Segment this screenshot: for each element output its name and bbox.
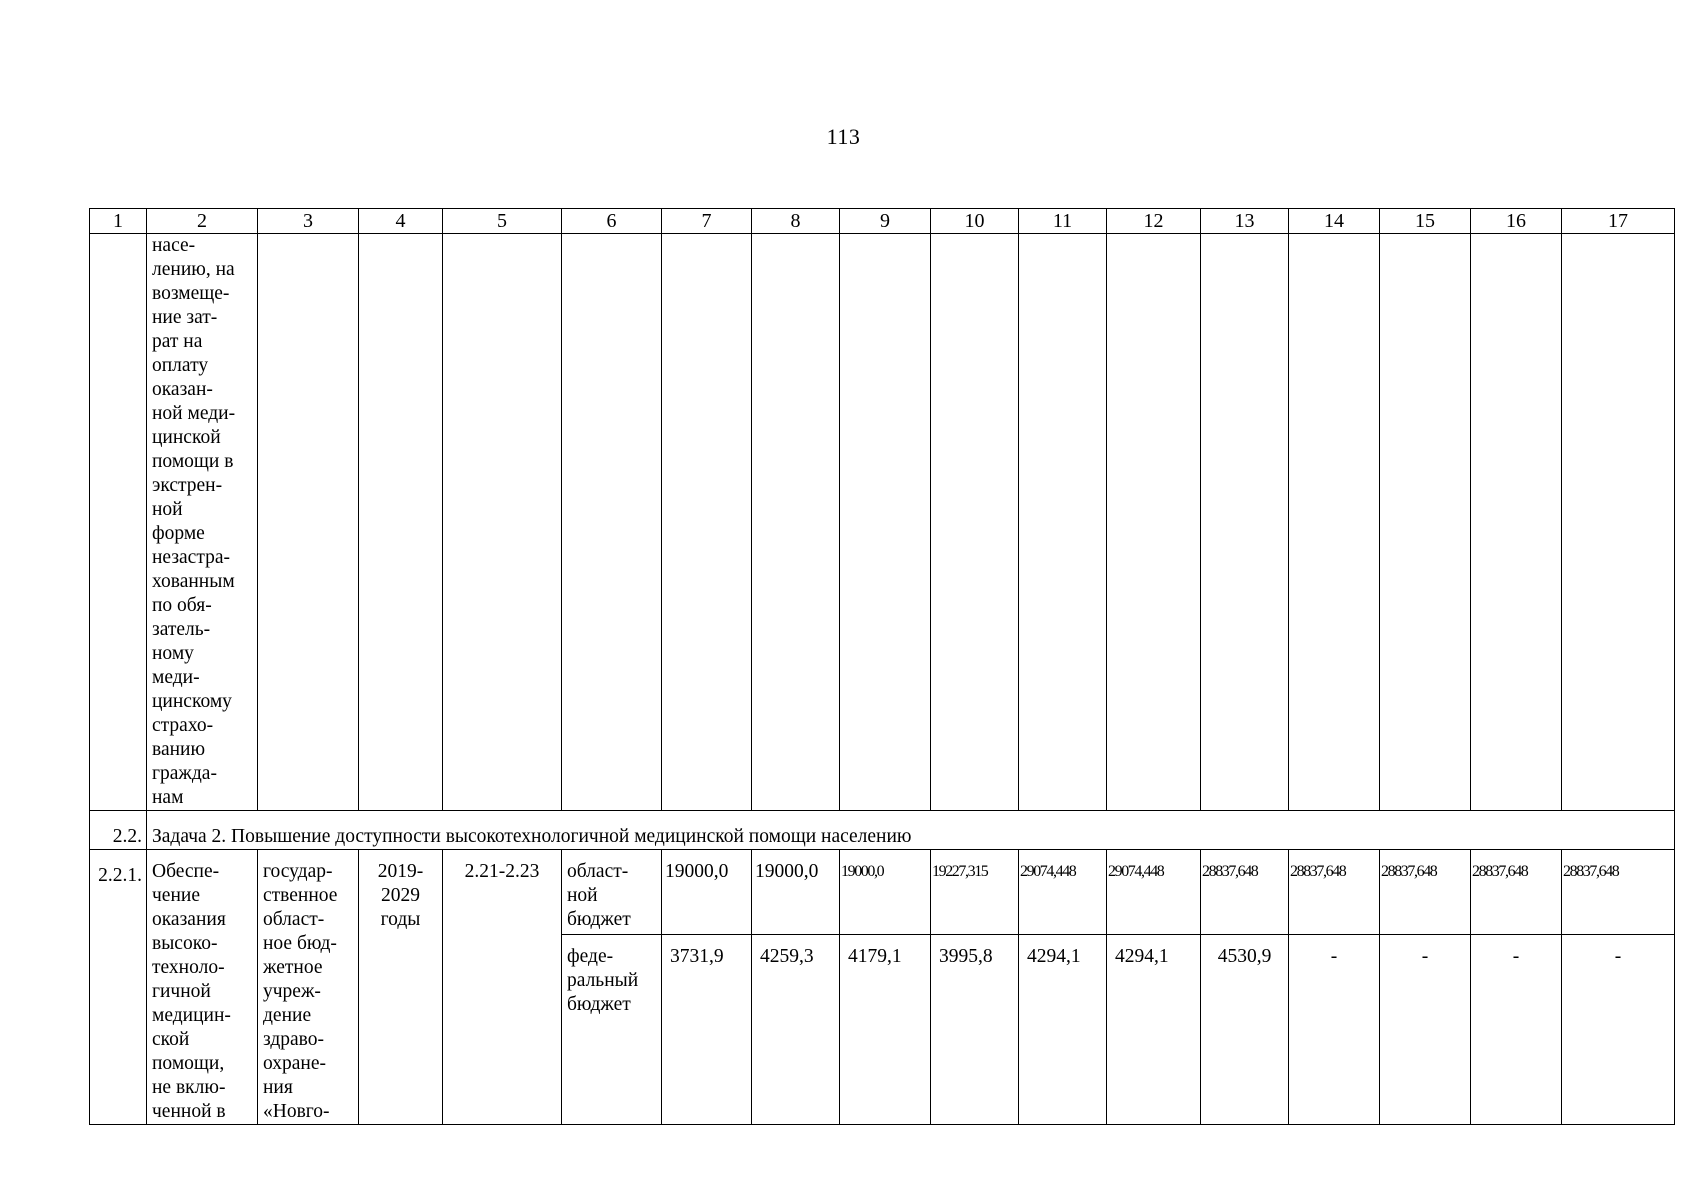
value-cell: 4294,1 xyxy=(1107,935,1201,1125)
value-cell: 28837,648 xyxy=(1471,850,1562,935)
text-line: годы xyxy=(380,909,421,930)
page-number: 113 xyxy=(826,124,861,149)
value-cell: 3731,9 xyxy=(662,935,752,1125)
value-cell: 4179,1 xyxy=(840,935,931,1125)
header-cell-7: 7 xyxy=(662,209,752,234)
table-cell xyxy=(662,234,752,811)
text-line: возмеще- xyxy=(152,283,230,304)
value-cell: 19227,315 xyxy=(931,850,1019,935)
text-line: экстрен- xyxy=(152,475,223,496)
text-line: помощи, xyxy=(152,1053,225,1074)
executor-cell xyxy=(258,850,359,1125)
value-cell: 19000,0 xyxy=(840,850,931,935)
table-cell xyxy=(1201,234,1289,811)
text-line: нам xyxy=(152,787,184,808)
table-cell xyxy=(90,234,147,811)
table-cell xyxy=(1380,234,1471,811)
text-line: насе- xyxy=(152,235,196,256)
table-cell xyxy=(562,234,662,811)
value-cell: 4530,9 xyxy=(1201,935,1289,1125)
text-line: бюджет xyxy=(567,994,631,1015)
text-line: ральный xyxy=(567,970,639,991)
text-line: лению, на xyxy=(152,259,235,280)
value-cell: 29074,448 xyxy=(1019,850,1107,935)
header-cell-15: 15 xyxy=(1380,209,1471,234)
text-line: ние зат- xyxy=(152,307,218,328)
text-line: ной xyxy=(567,885,598,906)
value-cell: 29074,448 xyxy=(1107,850,1201,935)
header-cell-4: 4 xyxy=(359,209,443,234)
text-line: гичной xyxy=(152,981,211,1002)
header-cell-14: 14 xyxy=(1289,209,1380,234)
text-line: высоко- xyxy=(152,933,218,954)
text-line: ния xyxy=(263,1077,293,1098)
value-cell: - xyxy=(1289,935,1380,1125)
header-cell-5: 5 xyxy=(443,209,562,234)
text-line: 2029 xyxy=(381,885,420,906)
task-title: Задача 2. Повышение доступности высокотехнологичной медицинской помощи населению xyxy=(147,811,1675,850)
value-cell: - xyxy=(1380,935,1471,1125)
text-line: ванию xyxy=(152,739,206,760)
value-cell: - xyxy=(1562,935,1675,1125)
table-cell xyxy=(1107,234,1201,811)
text-line: феде- xyxy=(567,946,614,967)
text-line: цинской xyxy=(152,427,221,448)
value-cell: 28837,648 xyxy=(1380,850,1471,935)
funding-source-cell xyxy=(562,850,662,935)
text-line: здраво- xyxy=(263,1029,324,1050)
text-line: Обеспе- xyxy=(152,861,220,882)
text-line: цинскому xyxy=(152,691,232,712)
value-cell: 28837,648 xyxy=(1289,850,1380,935)
text-line: охране- xyxy=(263,1053,327,1074)
value-cell: 4259,3 xyxy=(752,935,840,1125)
header-cell-11: 11 xyxy=(1019,209,1107,234)
header-cell-9: 9 xyxy=(840,209,931,234)
value-cell: 19000,0 xyxy=(752,850,840,935)
table-cell xyxy=(258,234,359,811)
text-line: дение xyxy=(263,1005,312,1026)
header-row xyxy=(90,209,1675,234)
text-line: техноло- xyxy=(152,957,225,978)
table-cell xyxy=(1019,234,1107,811)
text-line: затель- xyxy=(152,619,211,640)
task-index: 2.2. xyxy=(90,811,147,850)
text-line: помощи в xyxy=(152,451,234,472)
text-line: ченной в xyxy=(152,1101,226,1122)
table-cell xyxy=(1562,234,1675,811)
text-line: учреж- xyxy=(263,981,321,1002)
table-cell xyxy=(752,234,840,811)
text-line: меди- xyxy=(152,667,200,688)
text-line: ному xyxy=(152,643,194,664)
header-cell-8: 8 xyxy=(752,209,840,234)
table-row xyxy=(90,850,1675,935)
text-line: не вклю- xyxy=(152,1077,226,1098)
header-cell-3: 3 xyxy=(258,209,359,234)
value-cell: 19000,0 xyxy=(662,850,752,935)
funding-source-cell xyxy=(562,935,662,1125)
table-cell xyxy=(1471,234,1562,811)
text-line: форме xyxy=(152,523,205,544)
text-line: по обя- xyxy=(152,595,212,616)
text-line: оказан- xyxy=(152,379,213,400)
text-line: оказания xyxy=(152,909,226,930)
text-line: ственное xyxy=(263,885,338,906)
table-cell xyxy=(840,234,931,811)
text-line: «Новго- xyxy=(263,1101,330,1122)
header-cell-16: 16 xyxy=(1471,209,1562,234)
text-line: ской xyxy=(152,1029,190,1050)
table-cell xyxy=(443,234,562,811)
text-line: ной меди- xyxy=(152,403,236,424)
text-line: страхо- xyxy=(152,715,214,736)
header-cell-1: 1 xyxy=(90,209,147,234)
measure-description-cell xyxy=(147,234,258,811)
header-cell-2: 2 xyxy=(147,209,258,234)
item-index: 2.2.1. xyxy=(90,850,147,1125)
indicator-ref-cell: 2.21-2.23 xyxy=(443,850,562,1125)
text-line: хованным xyxy=(152,571,235,592)
text-line: государ- xyxy=(263,861,333,882)
value-cell: 28837,648 xyxy=(1201,850,1289,935)
text-line: рат на xyxy=(152,331,203,352)
item-description-cell xyxy=(147,850,258,1125)
text-line: незастра- xyxy=(152,547,230,568)
text-line: оплату xyxy=(152,355,209,376)
header-cell-17: 17 xyxy=(1562,209,1675,234)
value-cell: 3995,8 xyxy=(931,935,1019,1125)
table-row xyxy=(90,234,1675,811)
header-cell-13: 13 xyxy=(1201,209,1289,234)
text-line: бюджет xyxy=(567,909,631,930)
value-cell: 28837,648 xyxy=(1562,850,1675,935)
header-cell-12: 12 xyxy=(1107,209,1201,234)
table-cell xyxy=(1289,234,1380,811)
text-line: чение xyxy=(152,885,200,906)
value-cell: 4294,1 xyxy=(1019,935,1107,1125)
text-line: област- xyxy=(263,909,325,930)
text-line: гражда- xyxy=(152,763,217,784)
program-table xyxy=(89,208,1675,1125)
text-line: област- xyxy=(567,861,629,882)
header-cell-6: 6 xyxy=(562,209,662,234)
table-cell xyxy=(359,234,443,811)
table-cell xyxy=(931,234,1019,811)
task-row xyxy=(90,811,1675,850)
value-cell: - xyxy=(1471,935,1562,1125)
text-line: ной xyxy=(152,499,183,520)
header-cell-10: 10 xyxy=(931,209,1019,234)
text-line: ное бюд- xyxy=(263,933,337,954)
period-cell xyxy=(359,850,443,1125)
text-line: медицин- xyxy=(152,1005,231,1026)
text-line: жетное xyxy=(263,957,323,978)
text-line: 2019- xyxy=(377,861,424,882)
